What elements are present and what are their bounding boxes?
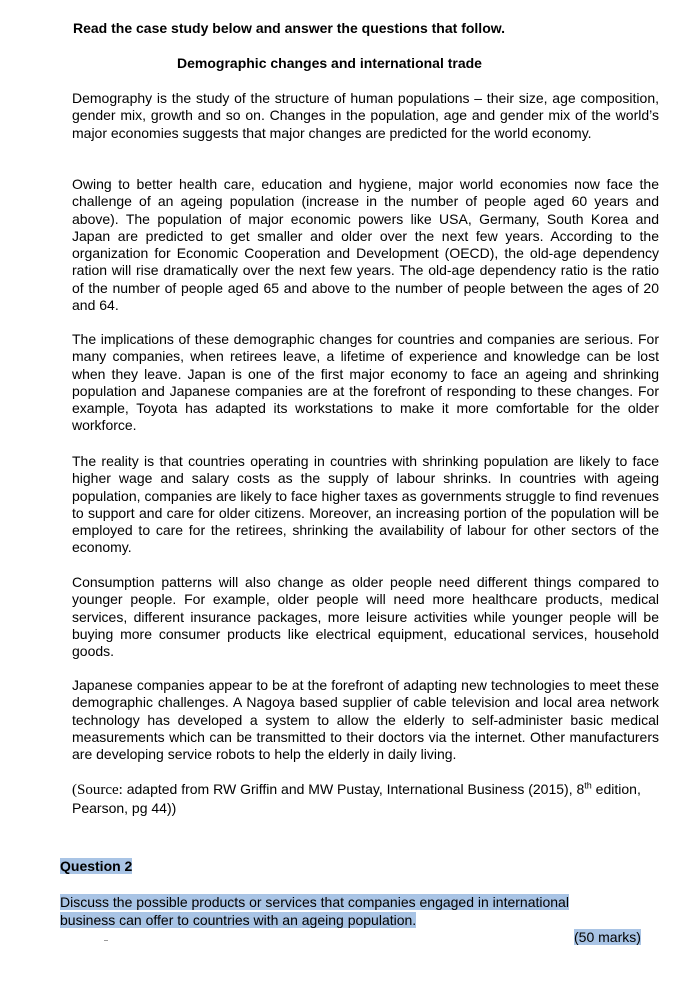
case-study-title: Demographic changes and international trade xyxy=(177,55,482,71)
question-title: Question 2 xyxy=(60,858,133,874)
paragraph-demography: Demography is the study of the structure of human populations – their size, age composition, gender mix, growth and so on. Changes in the population, age and gender mix of the world’s major economies suggests that major changes are predicted for the world economy. xyxy=(72,90,659,141)
paragraph-implications: The implications of these demographic changes for countries and companies are serious. For many companies, when retirees leave, a lifetime of experience and knowledge can be lost when they leave. Japan is one of the first major economy to face an ageing and shrinking population and Japanese companies are at the forefront of responding to these changes. For example, Toyota has adapted its workstations to make it more comfortable for the older workforce. xyxy=(72,331,659,434)
question-text xyxy=(60,893,620,929)
question-line-1: Discuss the possible products or services that companies engaged in international xyxy=(60,894,569,910)
paragraph-japanese-technology: Japanese companies appear to be at the forefront of adapting new technologies to meet these demographic challenges. A Nagoya based supplier of cable television and local area network technology has developed a system to allow the elderly to self-administer basic medical measurements which can be transmitted to their doctors via the internet. Other manufacturers are developing service robots to help the elderly in daily living. xyxy=(72,677,659,763)
instruction-text: Read the case study below and answer the questions that follow. xyxy=(73,20,506,36)
marks-label: (50 marks) xyxy=(574,929,641,945)
paragraph-ageing-population: Owing to better health care, education and hygiene, major world economies now face the challenge of an ageing population (increase in the number of people aged 60 years and above). The population of major economic powers like USA, Germany, South Korea and Japan are predicted to get smaller and older over the next few years. According to the organization for Economic Cooperation and Development (OECD), the old-age dependency ration will rise dramatically over the next few years. The old-age dependency ratio is the ratio of the number of people aged 65 and above to the number of people between the ages of 20 and 64. xyxy=(72,176,659,314)
stray-mark xyxy=(104,940,108,941)
paragraph-consumption-patterns: Consumption patterns will also change as older people need different things compared to younger people. For example, older people will need more healthcare products, medical services, different insurance packages, more leisure activities while younger people will be buying more consumer products like electrical equipment, educational services, household goods. xyxy=(72,574,659,660)
question-line-2: business can offer to countries with an ageing population. xyxy=(60,912,417,928)
paragraph-labour-costs: The reality is that countries operating in countries with shrinking population are likely to face higher wage and salary costs as the supply of labour shrinks. In countries with ageing population, companies are likely to face higher taxes as governments struggle to find revenues to support and care for older citizens. Moreover, an increasing portion of the population will be employed to care for the retirees, shrinking the availability of labour for other sectors of the economy. xyxy=(72,453,659,556)
source-citation: (Source: adapted from RW Griffin and MW Pustay, International Business (2015), 8th edition, Pearson, pg 44)) xyxy=(72,780,641,816)
